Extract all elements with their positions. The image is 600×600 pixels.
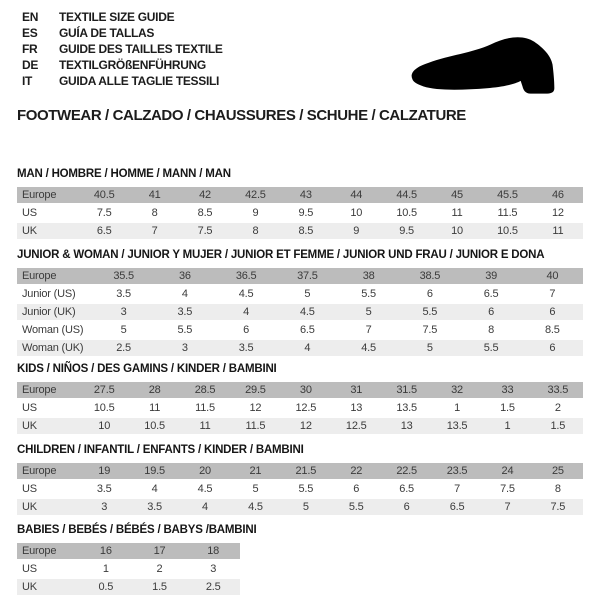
size-value-cell: 17 (153, 545, 166, 557)
language-label: GUIDE DES TAILLES TEXTILE (59, 42, 223, 56)
size-value-cell: 45.5 (497, 189, 518, 201)
language-code: EN (22, 10, 39, 24)
size-value-cell: 1.5 (152, 581, 167, 593)
size-value-cell: 13 (400, 420, 413, 432)
size-value-cell: 28 (148, 384, 161, 396)
size-value-cell: 40.5 (93, 189, 115, 201)
size-value-cell: 10 (350, 207, 363, 219)
size-value-cell: 2 (156, 563, 163, 575)
table-row (17, 382, 583, 398)
size-value-cell: 41 (148, 189, 161, 201)
size-value-cell: 8 (151, 207, 158, 219)
table-row (17, 223, 583, 239)
table-row (17, 340, 583, 356)
size-value-cell: 10.5 (144, 420, 165, 432)
language-header (22, 9, 223, 89)
language-code: ES (22, 26, 38, 40)
language-row (22, 9, 223, 25)
size-value-cell: 40 (546, 270, 559, 282)
size-value-cell: 3 (181, 342, 188, 354)
table-row (17, 304, 583, 320)
size-value-cell: 28.5 (194, 384, 216, 396)
language-row (22, 41, 223, 57)
size-value-cell: 4.5 (361, 342, 376, 354)
size-value-cell: 6 (243, 324, 250, 336)
size-value-cell: 12 (551, 207, 564, 219)
size-table (17, 382, 583, 434)
size-value-cell: 1 (504, 420, 511, 432)
size-section (17, 363, 583, 436)
size-value-cell: 12 (249, 402, 262, 414)
table-row (17, 561, 240, 577)
table-row (17, 481, 583, 497)
size-value-cell: 6 (353, 483, 360, 495)
size-value-cell: 7 (454, 483, 460, 495)
size-value-cell: 3.5 (238, 342, 254, 354)
size-value-cell: 7.5 (96, 207, 112, 219)
row-label-cell: Europe (22, 465, 57, 477)
size-value-cell: 2.5 (116, 342, 131, 354)
size-value-cell: 4.5 (238, 288, 254, 300)
size-value-cell: 29.5 (245, 384, 266, 396)
size-value-cell: 7.5 (197, 225, 213, 237)
size-value-cell: 23.5 (446, 465, 468, 477)
size-value-cell: 6 (488, 306, 495, 318)
table-row (17, 543, 240, 559)
size-value-cell: 13 (350, 402, 363, 414)
size-value-cell: 31 (350, 384, 363, 396)
size-value-cell: 5.5 (348, 501, 364, 513)
size-value-cell: 11 (451, 207, 463, 219)
size-value-cell: 8.5 (545, 324, 560, 336)
size-section (17, 168, 583, 241)
size-value-cell: 5.5 (361, 288, 376, 300)
size-value-cell: 8 (554, 483, 561, 495)
size-value-cell: 5 (302, 501, 309, 513)
size-value-cell: 21 (249, 465, 262, 477)
size-value-cell: 3.5 (147, 501, 162, 513)
row-label-cell: Junior (UK) (22, 306, 76, 318)
row-label-cell: US (22, 402, 37, 414)
size-value-cell: 38 (362, 270, 375, 282)
table-title: BABIES / BEBÉS / BÉBÉS / BABYS /BAMBINI (17, 524, 257, 536)
size-value-cell: 11 (552, 225, 564, 237)
size-table (17, 187, 583, 239)
size-value-cell: 45 (451, 189, 463, 201)
size-value-cell: 10 (98, 420, 111, 432)
size-value-cell: 1.5 (550, 420, 566, 432)
size-value-cell: 22.5 (396, 465, 417, 477)
table-row (17, 286, 583, 302)
size-value-cell: 5.5 (422, 306, 438, 318)
size-value-cell: 4 (304, 342, 311, 354)
size-value-cell: 10.5 (93, 402, 115, 414)
table-row (17, 187, 583, 203)
size-value-cell: 44.5 (396, 189, 417, 201)
size-value-cell: 12 (299, 420, 312, 432)
size-value-cell: 3.5 (116, 288, 131, 300)
table-row (17, 322, 583, 338)
size-value-cell: 6 (426, 288, 433, 300)
size-value-cell: 31.5 (396, 384, 417, 396)
size-value-cell: 9 (353, 225, 360, 237)
size-value-cell: 36.5 (235, 270, 257, 282)
table-title: KIDS / NIÑOS / DES GAMINS / KINDER / BAMBINI (17, 363, 277, 375)
size-value-cell: 8 (488, 324, 495, 336)
size-value-cell: 20 (199, 465, 211, 477)
size-table (17, 543, 240, 595)
size-table (17, 268, 583, 356)
size-value-cell: 6.5 (449, 501, 465, 513)
size-value-cell: 43 (299, 189, 312, 201)
size-value-cell: 5.5 (298, 483, 314, 495)
size-value-cell: 1.5 (500, 402, 515, 414)
row-label-cell: Europe (22, 384, 57, 396)
size-section (17, 249, 583, 358)
size-value-cell: 7 (365, 324, 372, 336)
size-value-cell: 19 (98, 465, 111, 477)
size-value-cell: 11.5 (195, 402, 215, 414)
size-value-cell: 5 (304, 288, 311, 300)
size-value-cell: 7.5 (422, 324, 438, 336)
size-value-cell: 4.5 (248, 501, 263, 513)
size-value-cell: 24 (501, 465, 514, 477)
language-row (22, 25, 223, 41)
size-value-cell: 4 (181, 288, 188, 300)
size-value-cell: 5 (365, 306, 372, 318)
row-label-cell: Europe (22, 545, 57, 557)
size-value-cell: 8 (252, 225, 259, 237)
size-value-cell: 3.5 (96, 483, 112, 495)
size-section (17, 444, 583, 517)
size-value-cell: 3 (210, 563, 217, 575)
row-label-cell: US (22, 563, 37, 575)
size-value-cell: 44 (350, 189, 363, 201)
table-row (17, 579, 240, 595)
language-code: FR (22, 42, 38, 56)
size-value-cell: 10.5 (396, 207, 417, 219)
size-value-cell: 3 (120, 306, 127, 318)
size-value-cell: 46 (551, 189, 564, 201)
row-label-cell: UK (22, 225, 37, 237)
table-row (17, 268, 583, 284)
size-value-cell: 6 (403, 501, 410, 513)
row-label-cell: UK (22, 581, 37, 593)
size-value-cell: 2 (554, 402, 561, 414)
row-label-cell: UK (22, 501, 37, 513)
size-value-cell: 9 (252, 207, 259, 219)
size-value-cell: 1 (102, 563, 109, 575)
row-label-cell: UK (22, 420, 37, 432)
size-value-cell: 30 (299, 384, 312, 396)
size-value-cell: 4 (202, 501, 208, 513)
table-row (17, 205, 583, 221)
language-label: GUIDA ALLE TAGLIE TESSILI (59, 74, 220, 88)
size-value-cell: 6 (549, 342, 556, 354)
row-label-cell: Europe (22, 189, 57, 201)
size-value-cell: 42.5 (245, 189, 266, 201)
size-value-cell: 38.5 (419, 270, 441, 282)
size-value-cell: 3 (101, 501, 108, 513)
language-label: TEXTILGRÖßENFÜHRUNG (59, 58, 206, 72)
size-value-cell: 4 (151, 483, 158, 495)
table-row (17, 499, 583, 515)
size-value-cell: 19.5 (144, 465, 165, 477)
size-value-cell: 12.5 (345, 420, 367, 432)
size-value-cell: 4.5 (197, 483, 213, 495)
size-value-cell: 10 (451, 225, 463, 237)
table-row (17, 400, 583, 416)
size-value-cell: 7.5 (550, 501, 566, 513)
size-section (17, 524, 583, 597)
size-value-cell: 8.5 (298, 225, 314, 237)
size-value-cell: 11 (199, 420, 211, 432)
language-row (22, 57, 223, 73)
size-value-cell: 3.5 (177, 306, 193, 318)
shoe-icon (396, 24, 578, 116)
size-value-cell: 13.5 (396, 402, 417, 414)
row-label-cell: Junior (US) (22, 288, 76, 300)
size-value-cell: 27.5 (93, 384, 115, 396)
size-value-cell: 18 (207, 545, 220, 557)
size-value-cell: 5 (426, 342, 433, 354)
size-value-cell: 6 (549, 306, 556, 318)
size-value-cell: 7 (504, 501, 511, 513)
size-value-cell: 5 (120, 324, 127, 336)
size-value-cell: 33 (501, 384, 514, 396)
size-value-cell: 36 (178, 270, 191, 282)
size-value-cell: 35.5 (113, 270, 134, 282)
category-title: FOOTWEAR / CALZADO / CHAUSSURES / SCHUHE / CALZATURE (17, 107, 466, 124)
language-code: DE (22, 58, 39, 72)
language-row (22, 73, 223, 89)
table-title: MAN / HOMBRE / HOMME / MANN / MAN (17, 168, 231, 180)
table-row (17, 463, 583, 479)
size-value-cell: 6.5 (399, 483, 414, 495)
row-label-cell: US (22, 483, 37, 495)
size-value-cell: 7 (151, 225, 158, 237)
size-value-cell: 4.5 (300, 306, 315, 318)
size-value-cell: 6.5 (300, 324, 315, 336)
row-label-cell: US (22, 207, 37, 219)
size-value-cell: 5 (252, 483, 259, 495)
size-value-cell: 1 (454, 402, 460, 414)
row-label-cell: Woman (UK) (22, 342, 84, 354)
size-value-cell: 33.5 (547, 384, 569, 396)
language-label: GUÍA DE TALLAS (59, 26, 155, 40)
size-value-cell: 9.5 (399, 225, 414, 237)
size-value-cell: 4 (243, 306, 250, 318)
size-value-cell: 6.5 (96, 225, 112, 237)
size-value-cell: 39 (485, 270, 498, 282)
size-value-cell: 42 (199, 189, 211, 201)
size-value-cell: 5.5 (483, 342, 499, 354)
size-value-cell: 0.5 (98, 581, 114, 593)
size-value-cell: 21.5 (295, 465, 317, 477)
size-value-cell: 7.5 (500, 483, 515, 495)
table-row (17, 418, 583, 434)
size-value-cell: 12.5 (295, 402, 317, 414)
size-value-cell: 13.5 (446, 420, 468, 432)
size-value-cell: 8.5 (197, 207, 213, 219)
size-value-cell: 9.5 (298, 207, 314, 219)
size-value-cell: 5.5 (177, 324, 193, 336)
language-code: IT (22, 74, 33, 88)
size-value-cell: 2.5 (205, 581, 221, 593)
size-value-cell: 6.5 (483, 288, 499, 300)
size-value-cell: 11.5 (497, 207, 518, 219)
size-value-cell: 32 (451, 384, 463, 396)
table-title: CHILDREN / INFANTIL / ENFANTS / KINDER / BAMBINI (17, 444, 304, 456)
language-label: TEXTILE SIZE GUIDE (59, 10, 175, 24)
size-value-cell: 7 (549, 288, 556, 300)
size-value-cell: 37.5 (297, 270, 318, 282)
row-label-cell: Woman (US) (22, 324, 84, 336)
size-value-cell: 25 (551, 465, 564, 477)
row-label-cell: Europe (22, 270, 57, 282)
table-title: JUNIOR & WOMAN / JUNIOR Y MUJER / JUNIOR ET FEMME / JUNIOR UND FRAU / JUNIOR E DONA (17, 249, 545, 261)
size-value-cell: 11.5 (245, 420, 266, 432)
size-value-cell: 16 (99, 545, 112, 557)
size-table (17, 463, 583, 515)
size-value-cell: 11 (149, 402, 161, 414)
size-value-cell: 10.5 (497, 225, 518, 237)
size-value-cell: 22 (350, 465, 363, 477)
